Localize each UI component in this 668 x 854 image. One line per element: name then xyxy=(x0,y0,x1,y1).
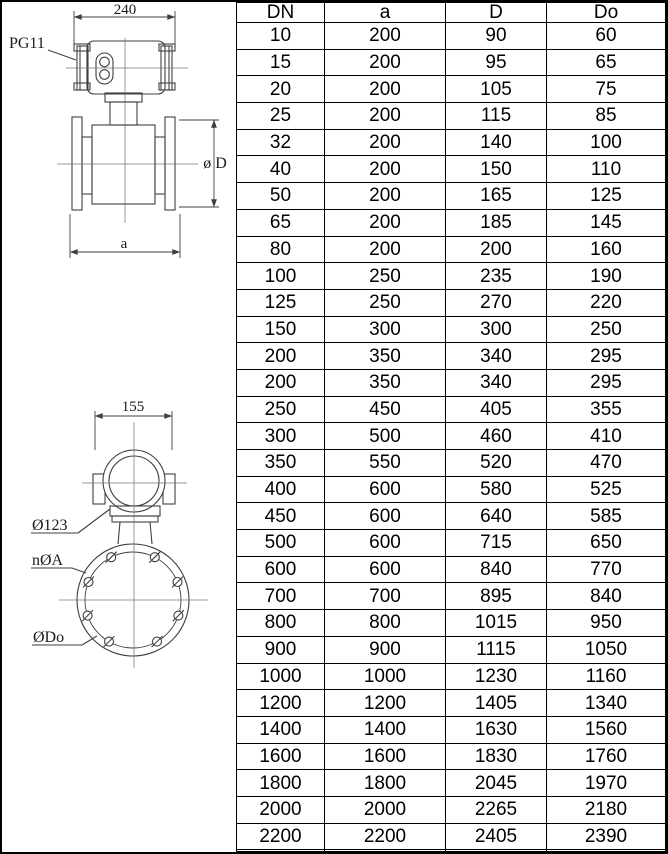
table-cell: 600 xyxy=(325,476,446,503)
table-row xyxy=(237,343,666,370)
table-row xyxy=(237,236,666,263)
table-cell: 900 xyxy=(325,636,446,663)
table-cell: 300 xyxy=(325,316,446,343)
table-cell: 950 xyxy=(547,610,666,637)
table-cell: 65 xyxy=(237,209,325,236)
table-row xyxy=(237,396,666,423)
table-cell: 235 xyxy=(446,263,547,290)
table-cell: 100 xyxy=(547,129,666,156)
table-cell: 1200 xyxy=(325,690,446,717)
table-cell: 2390 xyxy=(547,823,666,850)
table-cell: 95 xyxy=(446,49,547,76)
neck-diameter-label: Ø123 xyxy=(32,517,68,534)
table-row xyxy=(237,103,666,130)
table-cell: 500 xyxy=(325,423,446,450)
table-row xyxy=(237,850,666,852)
table-cell: 2180 xyxy=(547,796,666,823)
table-cell: 1600 xyxy=(237,743,325,770)
table-cell: 1970 xyxy=(547,770,666,797)
table-cell: 190 xyxy=(547,263,666,290)
table-cell: 580 xyxy=(446,476,547,503)
table-cell: 100 xyxy=(237,263,325,290)
table-row xyxy=(237,476,666,503)
table-row xyxy=(237,636,666,663)
top-view-drawing xyxy=(9,2,227,258)
table-cell: 200 xyxy=(237,369,325,396)
table-cell: 2000 xyxy=(325,796,446,823)
table-cell: 770 xyxy=(547,556,666,583)
table-row xyxy=(237,209,666,236)
table-cell: 1000 xyxy=(237,663,325,690)
table-cell: 1050 xyxy=(547,636,666,663)
table-cell: 1405 xyxy=(446,690,547,717)
table-cell: 200 xyxy=(325,156,446,183)
column-header: a xyxy=(325,3,446,23)
table-cell: 295 xyxy=(547,369,666,396)
front-view-drawing xyxy=(31,399,208,668)
table-cell: 1000 xyxy=(325,663,446,690)
table-cell: 340 xyxy=(446,369,547,396)
table-row xyxy=(237,76,666,103)
table-cell: 200 xyxy=(325,49,446,76)
table-cell: 2200 xyxy=(325,823,446,850)
table-cell: 220 xyxy=(547,289,666,316)
table-cell: 200 xyxy=(237,343,325,370)
table-cell: 1115 xyxy=(446,636,547,663)
body-length-label: a xyxy=(120,236,128,252)
table-cell: 1800 xyxy=(237,770,325,797)
table-row xyxy=(237,796,666,823)
body-diameter-label: ø D xyxy=(203,155,227,172)
table-cell: 350 xyxy=(325,369,446,396)
table-cell: 700 xyxy=(325,583,446,610)
table-cell: 640 xyxy=(446,503,547,530)
table-cell: 1830 xyxy=(446,743,547,770)
column-header: D xyxy=(446,3,547,23)
table-cell: 200 xyxy=(325,103,446,130)
table-cell: 20 xyxy=(237,76,325,103)
table-cell: 800 xyxy=(325,610,446,637)
table-cell: 700 xyxy=(237,583,325,610)
table-cell: 450 xyxy=(325,396,446,423)
table-cell: 520 xyxy=(446,450,547,477)
table-row xyxy=(237,530,666,557)
table-cell: 400 xyxy=(237,476,325,503)
table-cell: 200 xyxy=(325,209,446,236)
table-cell: 80 xyxy=(237,236,325,263)
table-cell: 125 xyxy=(237,289,325,316)
table-cell: 270 xyxy=(446,289,547,316)
table-cell xyxy=(547,850,666,852)
table-body xyxy=(237,23,666,852)
table-cell: 200 xyxy=(325,23,446,50)
table-cell: 40 xyxy=(237,156,325,183)
table-cell: 200 xyxy=(325,236,446,263)
table-cell: 600 xyxy=(325,530,446,557)
flange-diameter-label: ØDo xyxy=(33,629,65,646)
table-cell: 2265 xyxy=(446,796,547,823)
table-cell xyxy=(446,850,547,852)
table-cell: 110 xyxy=(547,156,666,183)
table-cell: 840 xyxy=(547,583,666,610)
table-cell: 160 xyxy=(547,236,666,263)
table-cell: 200 xyxy=(325,129,446,156)
table-row xyxy=(237,316,666,343)
table-cell: 200 xyxy=(446,236,547,263)
table-cell: 185 xyxy=(446,209,547,236)
table-row xyxy=(237,583,666,610)
table-cell: 295 xyxy=(547,343,666,370)
table-cell: 410 xyxy=(547,423,666,450)
table-cell: 25 xyxy=(237,103,325,130)
table-cell: 2200 xyxy=(237,823,325,850)
table-header-row xyxy=(237,3,666,23)
table-cell: 165 xyxy=(446,183,547,210)
table-cell: 600 xyxy=(325,556,446,583)
table-cell: 460 xyxy=(446,423,547,450)
table-cell: 1340 xyxy=(547,690,666,717)
table-cell: 50 xyxy=(237,183,325,210)
table-cell: 840 xyxy=(446,556,547,583)
table-cell: 900 xyxy=(237,636,325,663)
table-cell: 1800 xyxy=(325,770,446,797)
table-cell: 15 xyxy=(237,49,325,76)
table-cell: 90 xyxy=(446,23,547,50)
flowmeter-drawings xyxy=(2,2,236,852)
table-cell: 200 xyxy=(325,76,446,103)
table-row xyxy=(237,183,666,210)
table-row xyxy=(237,23,666,50)
table-cell xyxy=(325,850,446,852)
table-cell: 115 xyxy=(446,103,547,130)
table-cell: 125 xyxy=(547,183,666,210)
table-cell: 1015 xyxy=(446,610,547,637)
table-cell: 2405 xyxy=(446,823,547,850)
table-cell: 340 xyxy=(446,343,547,370)
cable-gland-label: PG11 xyxy=(9,35,45,52)
table-row xyxy=(237,450,666,477)
table-cell: 300 xyxy=(446,316,547,343)
table-cell: 250 xyxy=(237,396,325,423)
table-row xyxy=(237,263,666,290)
table-row xyxy=(237,823,666,850)
table-cell: 250 xyxy=(325,263,446,290)
table-cell: 65 xyxy=(547,49,666,76)
table-row xyxy=(237,716,666,743)
table-cell: 405 xyxy=(446,396,547,423)
table-cell: 800 xyxy=(237,610,325,637)
table-cell: 350 xyxy=(325,343,446,370)
table-cell: 105 xyxy=(446,76,547,103)
table-cell: 60 xyxy=(547,23,666,50)
table-cell: 2000 xyxy=(237,796,325,823)
dimension-table xyxy=(236,2,666,852)
column-header: DN xyxy=(237,3,325,23)
drawing-panel xyxy=(2,2,236,852)
table-cell: 1400 xyxy=(325,716,446,743)
table-cell: 1230 xyxy=(446,663,547,690)
table-row xyxy=(237,369,666,396)
table-cell: 355 xyxy=(547,396,666,423)
table-cell: 150 xyxy=(237,316,325,343)
table-cell: 1400 xyxy=(237,716,325,743)
table-cell: 10 xyxy=(237,23,325,50)
table-cell: 1760 xyxy=(547,743,666,770)
table-cell: 85 xyxy=(547,103,666,130)
table-cell xyxy=(237,850,325,852)
table-cell: 1630 xyxy=(446,716,547,743)
table-cell: 470 xyxy=(547,450,666,477)
table-cell: 550 xyxy=(325,450,446,477)
table-row xyxy=(237,770,666,797)
table-cell: 250 xyxy=(547,316,666,343)
head-width-dim-label: 155 xyxy=(121,399,145,415)
table-cell: 350 xyxy=(237,450,325,477)
table-row xyxy=(237,663,666,690)
table-cell: 140 xyxy=(446,129,547,156)
table-cell: 145 xyxy=(547,209,666,236)
table-cell: 895 xyxy=(446,583,547,610)
table-cell: 585 xyxy=(547,503,666,530)
column-header: Do xyxy=(547,3,666,23)
table-cell: 200 xyxy=(325,183,446,210)
table-cell: 715 xyxy=(446,530,547,557)
table-cell: 650 xyxy=(547,530,666,557)
table-cell: 600 xyxy=(325,503,446,530)
table-row xyxy=(237,610,666,637)
table-row xyxy=(237,556,666,583)
table-row xyxy=(237,743,666,770)
table-cell: 525 xyxy=(547,476,666,503)
table-cell: 500 xyxy=(237,530,325,557)
table-cell: 1200 xyxy=(237,690,325,717)
bolt-hole-label: nØA xyxy=(32,552,64,569)
table-cell: 1600 xyxy=(325,743,446,770)
table-cell: 1560 xyxy=(547,716,666,743)
top-width-dim-label: 240 xyxy=(113,2,137,18)
table-row xyxy=(237,423,666,450)
table-cell: 250 xyxy=(325,289,446,316)
table-cell: 2045 xyxy=(446,770,547,797)
table-row xyxy=(237,49,666,76)
table-row xyxy=(237,129,666,156)
table-cell: 32 xyxy=(237,129,325,156)
table-row xyxy=(237,503,666,530)
table-cell: 600 xyxy=(237,556,325,583)
table-cell: 450 xyxy=(237,503,325,530)
table-row xyxy=(237,690,666,717)
table-cell: 150 xyxy=(446,156,547,183)
table-row xyxy=(237,289,666,316)
table-row xyxy=(237,156,666,183)
table-cell: 300 xyxy=(237,423,325,450)
table-cell: 75 xyxy=(547,76,666,103)
table-cell: 1160 xyxy=(547,663,666,690)
